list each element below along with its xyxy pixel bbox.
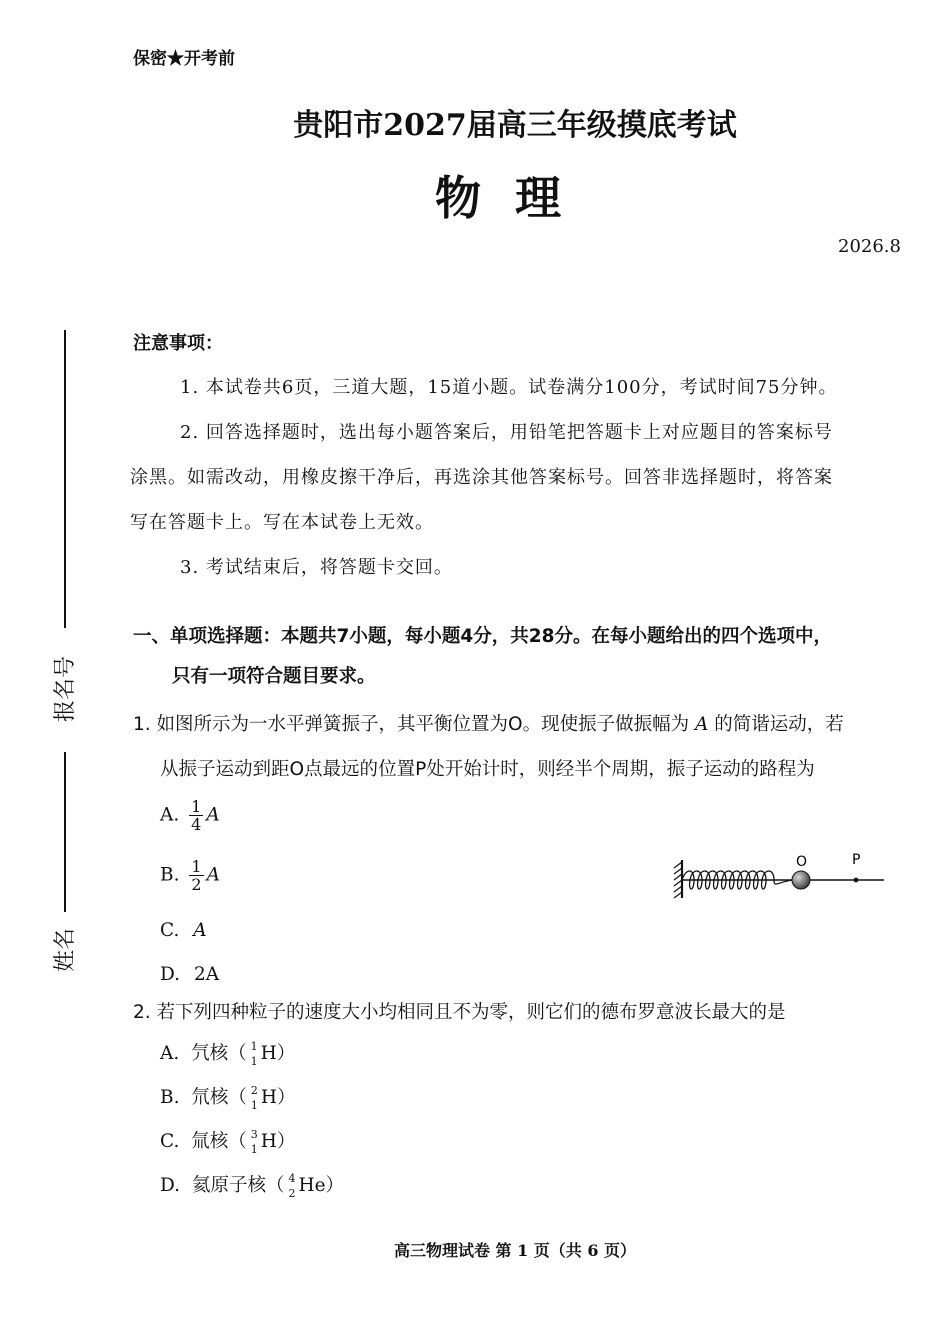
section-1-heading-cont: 只有一项符合题目要求。 xyxy=(172,666,376,687)
name-line xyxy=(64,752,66,912)
exam-title: 贵阳市2027届高三年级摸底考试 xyxy=(293,108,737,143)
nuclide-notation: 4 2 xyxy=(288,1172,296,1200)
section-1-heading: 一、单项选择题：本题共7小题，每小题4分，共28分。在每小题给出的四个选项中， xyxy=(133,626,832,647)
question-1-option-d: D. 2A xyxy=(160,964,220,985)
question-2-option-d: D. 氦原子核（ 4 2 He） xyxy=(160,1172,345,1200)
confidential-mark: 保密★开考前 xyxy=(133,49,235,69)
notice-heading: 注意事项： xyxy=(133,333,223,354)
oscillator-ball xyxy=(792,871,810,889)
nuclide-notation: 3 1 xyxy=(250,1128,258,1156)
registration-line xyxy=(64,330,66,628)
amplitude-symbol: A xyxy=(695,714,709,735)
label-p: P xyxy=(852,852,861,868)
page-footer: 高三物理试卷 第 1 页（共 6 页） xyxy=(393,1241,637,1260)
name-label: 姓名 xyxy=(53,927,78,972)
subject-title: 物理 xyxy=(435,171,595,225)
question-1-option-a: A. $\frac{1}{4}$ A xyxy=(160,797,220,834)
notice-item-2: 2. 回答选择题时，选出每小题答案后，用铅笔把答题卡上对应题目的答案标号 xyxy=(180,422,833,443)
question-1-option-c: C. A xyxy=(160,920,207,941)
wall-hatch xyxy=(674,862,682,898)
spring-oscillator-figure xyxy=(668,850,890,906)
nuclide-notation: 2 1 xyxy=(250,1084,258,1112)
question-1-stem-cont: 从振子运动到距O点最远的位置P处开始计时，则经半个周期，振子运动的路程为 xyxy=(160,759,815,780)
notice-item-2-cont2: 写在答题卡上。写在本试卷上无效。 xyxy=(130,512,434,533)
point-p-dot xyxy=(854,878,859,883)
nuclide-notation: 1 1 xyxy=(250,1040,258,1068)
question-2-stem: 2. 若下列四种粒子的速度大小均相同且不为零，则它们的德布罗意波长最大的是 xyxy=(133,1002,786,1023)
question-1-stem: 1. 如图所示为一水平弹簧振子，其平衡位置为O。现使振子做振幅为 A 的简谐运动，若 xyxy=(133,714,844,735)
fraction: $\frac{1}{2}$ xyxy=(191,857,202,894)
question-2-option-c: C. 氚核（ 3 1 H） xyxy=(160,1128,296,1156)
question-2-option-b: B. 氘核（ 2 1 H） xyxy=(160,1084,296,1112)
notice-item-3: 3. 考试结束后，将答题卡交回。 xyxy=(180,557,453,578)
notice-item-2-cont: 涂黑。如需改动，用橡皮擦干净后，再选涂其他答案标号。回答非选择题时，将答案 xyxy=(130,467,833,488)
exam-date: 2026.8 xyxy=(838,236,901,257)
question-2-option-a: A. 氕核（ 1 1 H） xyxy=(160,1040,296,1068)
label-o: O xyxy=(796,854,808,870)
notice-item-1: 1. 本试卷共6页，三道大题，15道小题。试卷满分100分，考试时间75分钟。 xyxy=(180,377,838,398)
question-1-option-b: B. $\frac{1}{2}$ A xyxy=(160,857,220,894)
fraction: $\frac{1}{4}$ xyxy=(191,797,202,834)
registration-label: 报名号 xyxy=(53,655,78,722)
